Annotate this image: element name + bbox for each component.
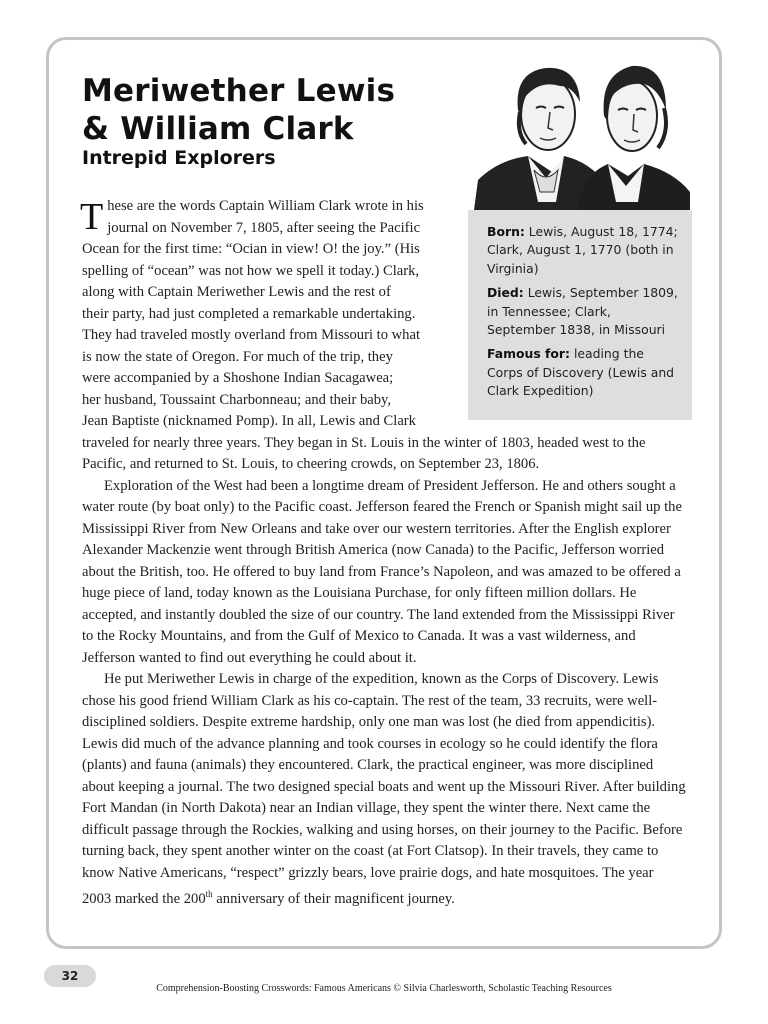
title-line-1: Meriwether Lewis xyxy=(82,73,396,109)
paragraph-1-line: Jean Baptiste (nicknamed Pomp). In all, Lewis and Clark xyxy=(82,413,416,429)
page-number: 32 xyxy=(44,965,96,987)
died-text: Lewis, September 1809, in Tennessee; Clark, September 1838, in Missouri xyxy=(487,285,678,338)
footer-credit: Comprehension-Boosting Crosswords: Famous Americans © Silvia Charlesworth, Scholastic Teaching Resources xyxy=(156,983,612,994)
born-text: Lewis, August 18, 1774; Clark, August 1, 1770 (both in Virginia) xyxy=(487,224,678,276)
paragraph-1-rest: traveled for nearly three years. They began in St. Louis in the winter of 1803, headed west to the Pacific, and returned to St. Louis, to cheering crowds, on September 23, 1806. xyxy=(82,434,646,472)
page-subtitle: Intrepid Explorers xyxy=(82,147,276,169)
portrait-of-lewis-and-clark-icon xyxy=(468,52,692,210)
page-title xyxy=(82,72,395,148)
paragraph-1-line: is now the state of Oregon. For much of the trip, they xyxy=(82,348,393,365)
famous-text: leading the Corps of Discovery (Lewis and Clark Expedition) xyxy=(487,346,675,399)
paragraph-1-line: hese are the words Captain William Clark wrote in his xyxy=(107,198,424,214)
paragraph-3-main: He put Meriwether Lewis in charge of the expedition, known as the Corps of Discovery. Lewis chose his good friend William Clark as his co-captain. The rest of the team, 33 recruits, were well-disciplined soldiers. Despite extreme hardship, only one man was lost (he died from appendicitis). Lewis did much of the advance planning and took courses in ecology so he could identify the flora (plants) and fauna (animals) they encountered. Clark, the practical engineer, was more disciplined about keeping a journal. The two designed special boats and went up the Missouri River. After building Fort Mandan (in North Dakota) near an Indian village, they spent the winter there. Next came the difficult passage through the Rockies, walking and using horses, on their journey to the Pacific. Before turning back, they spent another winter on the coast (at Fort Clatsop). In their travels, they came to know Native Americans, “respect” grizzly bears, love prairie dogs, and hate mosquitoes. The year 2003 marked the 200 xyxy=(82,671,686,907)
paragraph-1-line: Ocean for the first time: “Ocian in view! O! the joy.” (His xyxy=(82,241,420,257)
title-line-2: & William Clark xyxy=(82,111,354,147)
article-body xyxy=(82,196,686,910)
born-label: Born: xyxy=(487,224,525,239)
paragraph-1-line: spelling of “ocean” was not how we spell it today.) Clark, xyxy=(82,262,420,279)
paragraph-1-line: her husband, Toussaint Charbonneau; and their baby, xyxy=(82,391,392,408)
famous-label: Famous for: xyxy=(487,346,571,362)
paragraph-3 xyxy=(82,669,686,910)
paragraph-1-line: They had traveled mostly overland from Missouri to what xyxy=(82,327,421,343)
paragraph-1-line: journal on November 7, 1805, after seeing the Pacific xyxy=(107,219,421,236)
paragraph-1-line: were accompanied by a Shoshone Indian Sacagawea; xyxy=(82,370,394,386)
died-label: Died: xyxy=(487,285,524,301)
paragraph-1-line: along with Captain Meriwether Lewis and the rest of xyxy=(82,284,391,300)
paragraph-1 xyxy=(82,196,686,476)
paragraph-3-end: anniversary of their magnificent journey. xyxy=(212,890,455,907)
drop-cap: T xyxy=(80,196,104,238)
paragraph-2: Exploration of the West had been a longtime dream of President Jefferson. He and others sought a water route (by boat only) to the Pacific coast. Jefferson feared the French or Spanish might sail up the Mississippi River from New Orleans and take over our western territories. After the English explorer Alexander Mackenzie went through British America (now Canada) to the Pacific, Jefferson worried about the British, too. He offered to buy land from France’s Napoleon, and was amazed to be offered a huge piece of land, today known as the Louisiana Purchase, for only fifteen million dollars. He accepted, and instantly doubled the size of our country. The land extended from the Mississippi River to the Rocky Mountains, and from the Gulf of Mexico to Canada. It was a vast wilderness, and Jefferson wanted to find out everything he could about it. xyxy=(82,477,682,666)
ordinal-superscript: th xyxy=(205,889,213,899)
paragraph-1-line: their party, had just completed a remarkable undertaking. xyxy=(82,305,416,322)
